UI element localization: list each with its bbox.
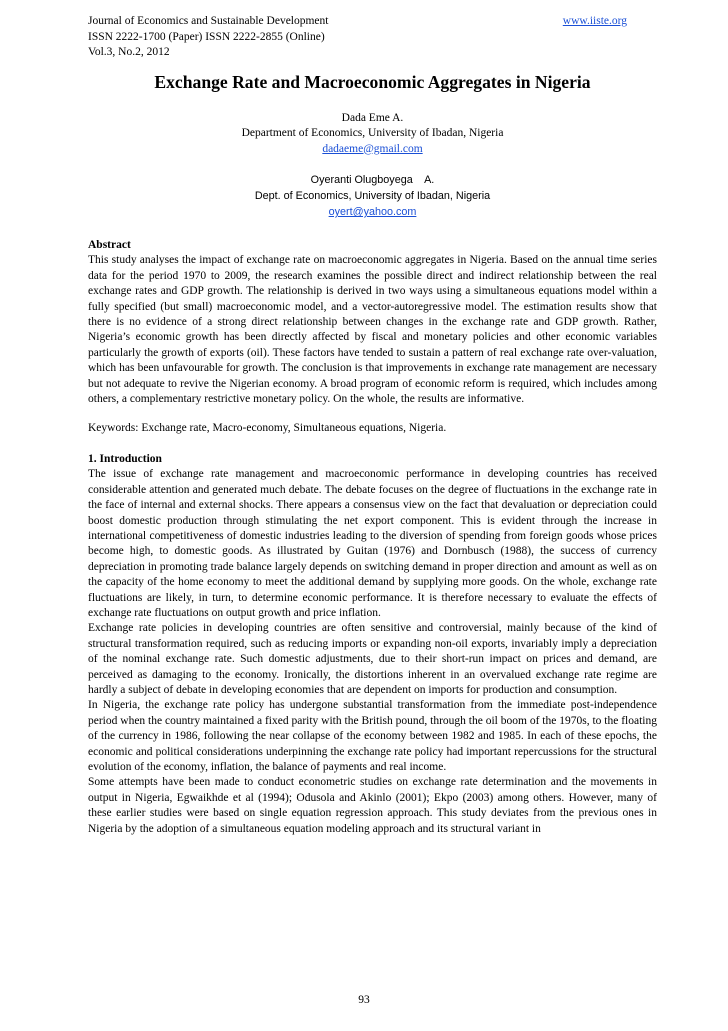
abstract-text: This study analyses the impact of exchange rate on macroeconomic aggregates in Nigeria. Based on the annual time series data for the period 1970 to 2009, the research examines the possible direct and indirect relationship between the real exchange rates and GDP growth. The relationship is derived in two ways using a simultaneous equations model within a fully specified (but small) macroeconomic model, and a vector-autoregressive model. The estimation results show that there is no evidence of a strong direct relationship between changes in the exchange rate and GDP growth. Rather, Nigeria’s economic growth has been directly affected by fiscal and monetary policies and other economic variables particularly the growth of exports (oil). These factors have tended to sustain a pattern of real exchange rate over-valuation, which has been unfavourable for growth. The conclusion is that improvements in exchange rate management are necessary but not adequate to revive the Nigerian economy. A broad program of economic reform is required, which includes among others, a complementary restrictive monetary policy. On the whole, the results are informative. — [88, 254, 657, 406]
journal-header — [88, 14, 657, 61]
abstract-heading: Abstract — [88, 239, 131, 251]
author-block-2 — [88, 172, 657, 220]
paper-page — [88, 14, 657, 837]
body-paragraph: Exchange rate policies in developing countries are often sensitive and controversial, mainly because of the kind of structural transformation required, such as reducing imports or expanding non-oil exports, invariably imply a depreciation of the nominal exchange rate. Such domestic adjustments, due to their short-run impact on prices and demand, are perceived as damaging to the economy. Ironically, the distortions inherent in an overvalued exchange rate regime are hardly a subject of debate in developing economies that are dependent on imports for production and consumption. — [88, 622, 657, 696]
author-affiliation: Department of Economics, University of Ibadan, Nigeria — [241, 127, 504, 139]
keywords-line: Keywords: Exchange rate, Macro-economy, Simultaneous equations, Nigeria. — [88, 422, 447, 435]
paper-title: Exchange Rate and Macroeconomic Aggregates in Nigeria — [154, 71, 591, 92]
abstract-section — [88, 238, 657, 407]
body-paragraph: In Nigeria, the exchange rate policy has undergone substantial transformation from the immediate post-independence period when the country maintained a fixed parity with the British pound, through the oil boom of the 1970s, to the floating of the currency in 1986, following the near collapse of the economy between 1982 and 1985. In each of these epochs, the economic and political considerations underpinning the exchange rate policy had important repercussions for the structural evolution of the economy, inflation, the balance of payments and real income. — [88, 699, 657, 773]
journal-url-link[interactable]: www.iiste.org — [562, 15, 627, 27]
author-name: Dada Eme A. — [341, 111, 404, 124]
author-email-link[interactable]: dadaeme@gmail.com — [322, 142, 423, 155]
author-block-1 — [88, 111, 657, 158]
body-paragraph: Some attempts have been made to conduct econometric studies on exchange rate determination and the movements in output in Nigeria, Egwaikhde et al (1994); Odusola and Akinlo (2001); Ekpo (2003) among others. However, many of these earlier studies were based on single equation regression approach. This study deviates from the previous ones in Nigeria by the adoption of a simultaneous equation modeling approach and its structural variant in — [88, 776, 657, 835]
introduction-section — [88, 452, 657, 837]
volume-line: Vol.3, No.2, 2012 — [88, 46, 170, 58]
introduction-heading: 1. Introduction — [88, 452, 162, 465]
page-number: 93 — [358, 994, 370, 1006]
author-name: Oyeranti Olugboyega A. — [310, 174, 435, 186]
author-email-link[interactable]: oyert@yahoo.com — [328, 206, 417, 218]
author-affiliation: Dept. of Economics, University of Ibadan, Nigeria — [254, 190, 491, 202]
issn-line: ISSN 2222-1700 (Paper) ISSN 2222-2855 (Online) — [88, 30, 325, 43]
journal-name: Journal of Economics and Sustainable Development — [88, 15, 329, 27]
body-paragraph: The issue of exchange rate management and macroeconomic performance in developing countries has received considerable attention and generated much debate. The debate focuses on the degree of fluctuations in the exchange rate in the face of internal and external shocks. There appears a consensus view on the fact that devaluation or depreciation could boost domestic production through stimulating the net export component. This is evident through the increase in international competitiveness of domestic industries leading to the diversion of spending from foreign goods whose prices become high, to domestic goods. As illustrated by Guitan (1976) and Dornbusch (1988), the success of currency depreciation in promoting trade balance largely depends on switching demand in proper direction and amount as well as on the capacity of the home economy to meet the additional demand by supplying more goods. On the whole, exchange rate fluctuations are likely, in turn, to determine economic performance. It is therefore necessary to evaluate the effects of exchange rate fluctuations on output growth and price inflation. — [88, 468, 657, 619]
